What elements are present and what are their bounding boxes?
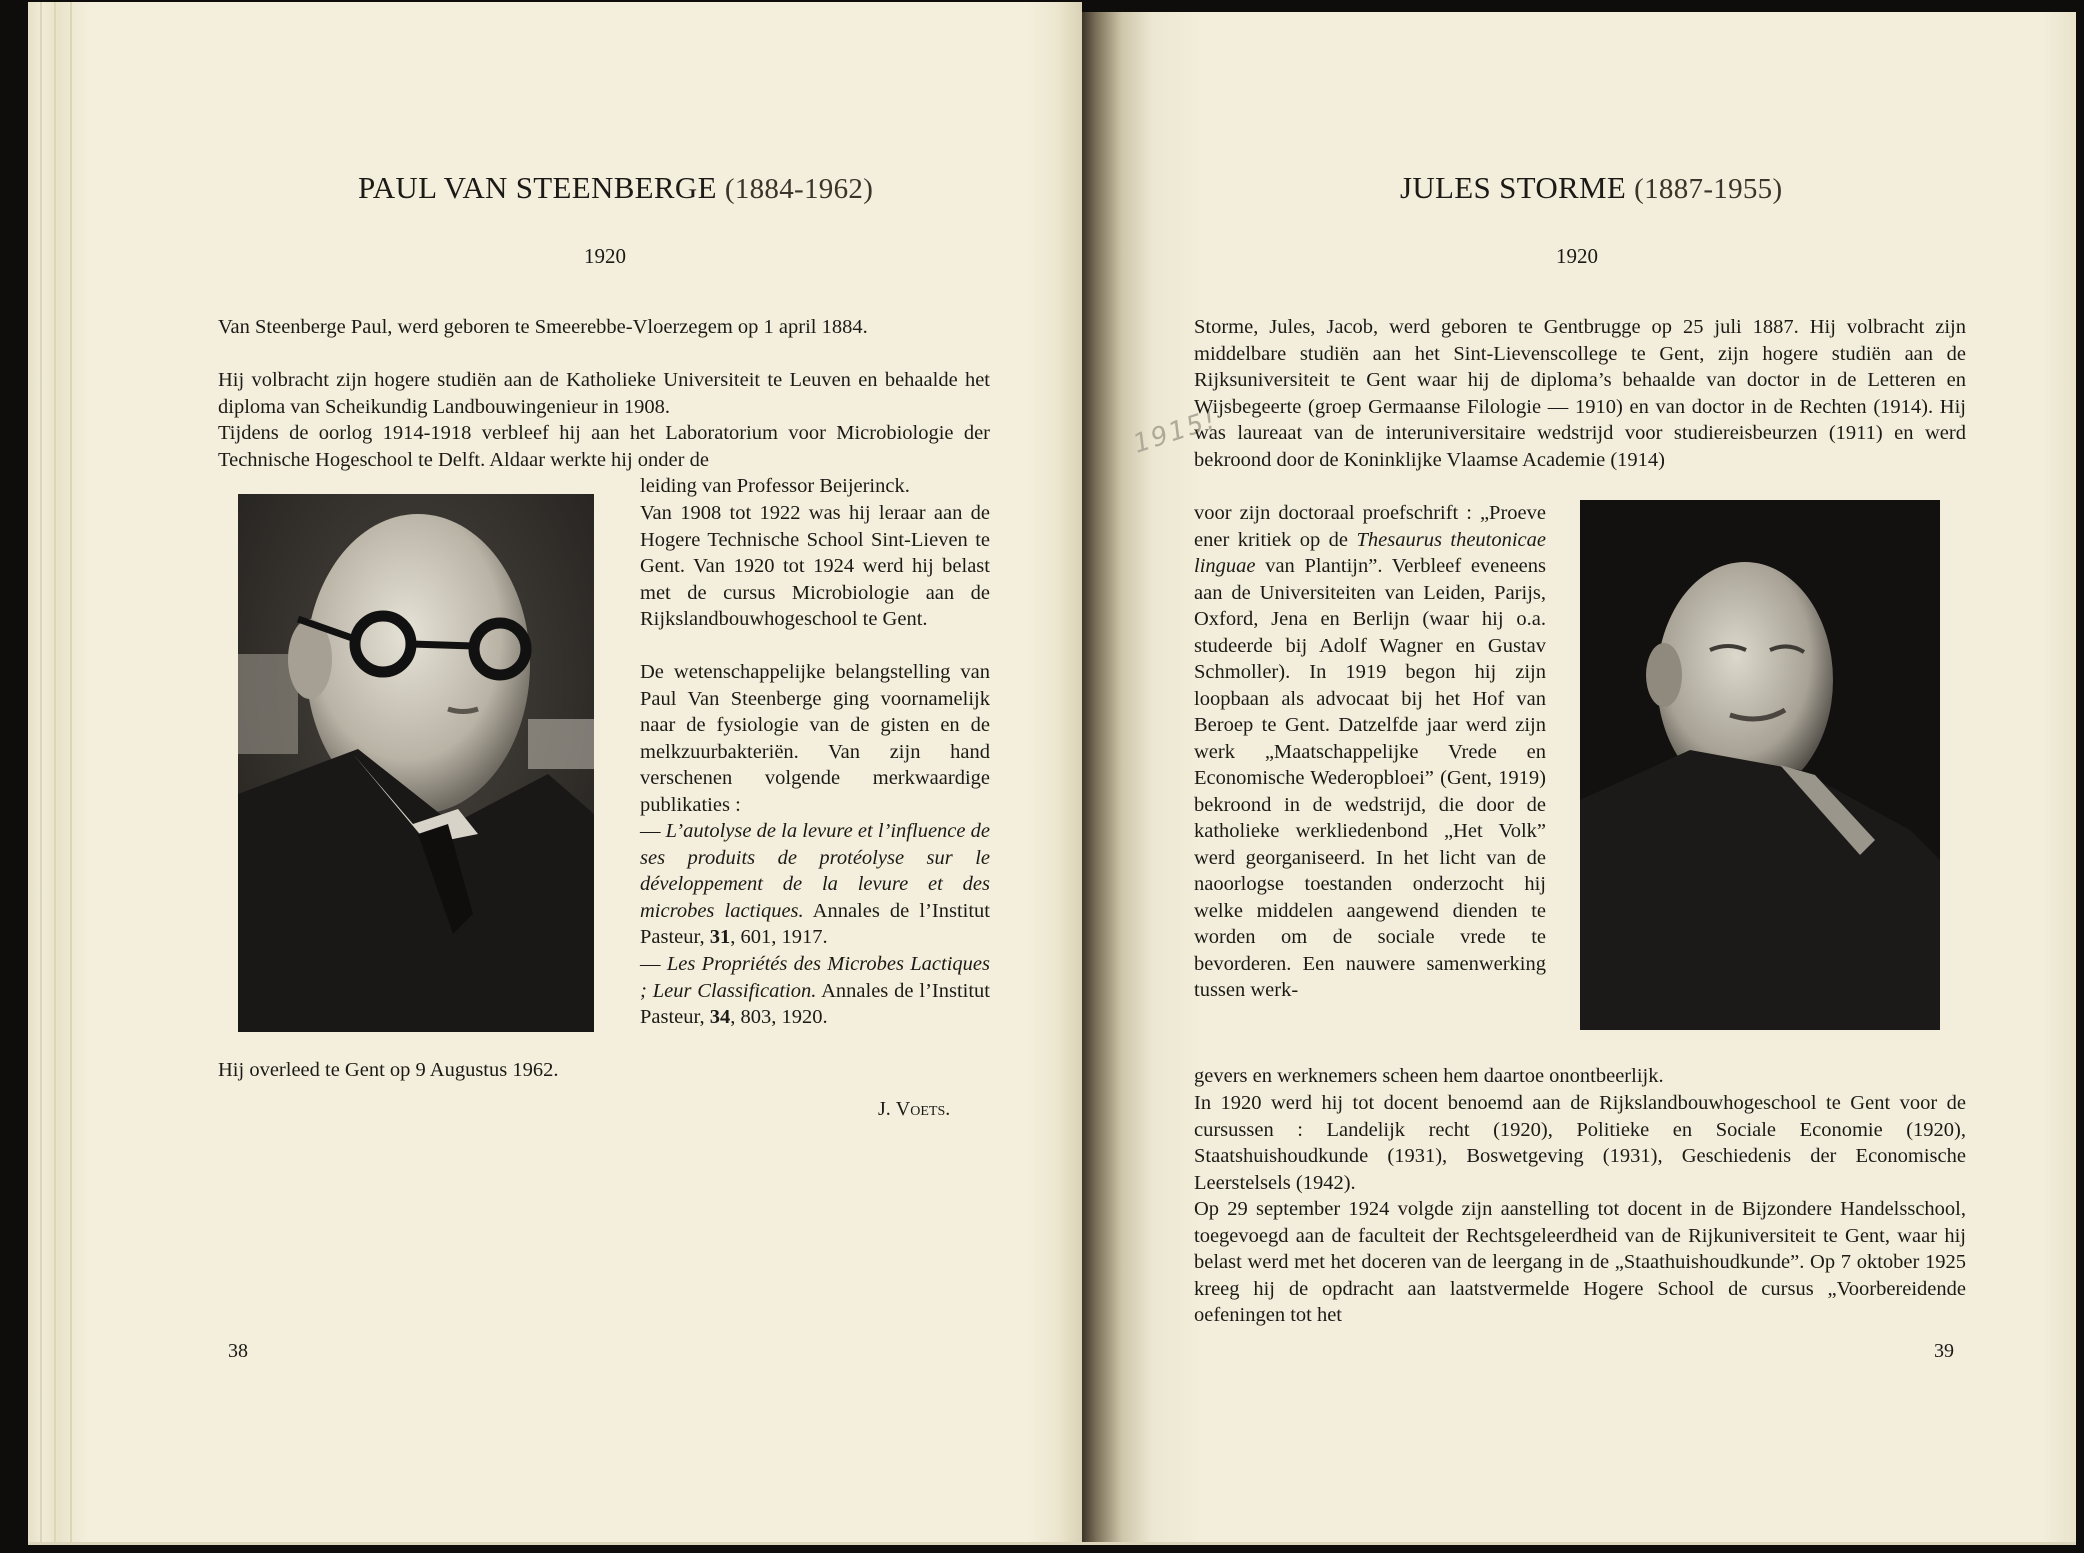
page-title [358, 170, 873, 206]
page-number-left: 38 [228, 1340, 248, 1362]
page-edge-line [54, 2, 56, 1542]
pub1-volume: 31 [709, 926, 731, 948]
page-edge-line [70, 2, 72, 1542]
signature-name: Voets. [895, 1098, 951, 1120]
death-paragraph: Hij overleed te Gent op 9 Augustus 1962. [218, 1059, 559, 1081]
publication-2 [640, 951, 990, 1031]
portrait-photo-van-steenberge [238, 494, 594, 1032]
war-paragraph: Tijdens de oorlog 1914-1918 verbleef hij aan het Laboratorium voor Microbiologie der Technische Hogeschool te Delft. Aldaar werkte hij onder de [218, 422, 990, 471]
pub2-volume: 34 [709, 1006, 731, 1028]
title-name: PAUL VAN STEENBERGE [358, 170, 717, 205]
portrait-image [1580, 500, 1940, 1030]
year-heading: 1920 [1556, 244, 1598, 268]
portrait-photo-storme [1580, 500, 1940, 1030]
column-text-b: van Plantijn”. Verbleef eveneens aan de Universiteiten van Leiden, Parijs, Oxford, Jena en Berlijn (waar hij o.a. studeerde bij Adolf Wagner en Gustav Schmoller). In 1919 begon hij zijn loopbaan als advocaat bij het Hof van Beroep te Gent. Datzelfde jaar werd zijn werk „Maatschappelijke Vrede en Economische Wederopbloei” (Gent, 1919) bekroond in de wedstrijd, die door de katholieke werkliedenbond „Het Volk” werd georganiseerd. In het licht van de naoorlogse toestanden onderzocht hij welke middelen aangewend dienden te worden om de sociale vrede te bevorderen. Een nauwere samenwerking tussen werk- [1194, 555, 1547, 1001]
pub2-title: Les Propriétés des Microbes Lactiques ; Leur Classification. [640, 953, 990, 1002]
title-years: (1884-1962) [724, 173, 874, 205]
publication-1 [640, 818, 990, 951]
pub2-dash: — [640, 953, 661, 975]
intro-paragraph: Storme, Jules, Jacob, werd geboren te Gentbrugge op 25 juli 1887. Hij volbracht zijn middelbare studiën aan het Sint-Lievenscollege te Gent, zijn hogere studiën aan de Rijksuniversiteit te Gent waar hij de diploma’s behaalde van doctor in de Letteren en Wijsbegeerte (groep Germaanse Filologie — 1910) en van doctor in de Rechten (1914). Hij was laureaat van de interuniversitaire wedstrijd voor studiereisbeurzen (1911) en werd bekroond door de Koninklijke Vlaamse Academie (1914) [1194, 316, 1966, 471]
left-page [28, 2, 1082, 1545]
pub2-journal: Annales de l’Institut Pasteur, [640, 979, 990, 1028]
interest-paragraph: De wetenschappelijke belangstelling van Paul Van Steenberge ging voornamelijk naar de fysiologie van de gisten en de melkzuurbakteriën. Van zijn hand verschenen volgende merkwaardige publikaties : [640, 661, 990, 816]
page-title [1400, 170, 1782, 206]
column-paragraph [1194, 500, 1546, 1004]
handelsschool-paragraph: Op 29 september 1924 volgde zijn aanstelling tot docent in de Bijzondere Handelsschool, toegevoegd aan de faculteit der Rechtsgeleerdheid van de Rijkuniversiteit te Gent, waar hij belast werd met het doceren van de leergang in de „Staathuishoudkunde”. Op 7 oktober 1925 kreeg hij de opdracht aan laatstvermelde Hogere School de cursus „Voorbereidende oefeningen tot het [1194, 1198, 1966, 1326]
docent-paragraph: In 1920 werd hij tot docent benoemd aan de Rijkslandbouwhogeschool te Gent voor de cursussen : Landelijk recht (1920), Politieke en Sociale Economie (1920), Staatshuishoudkunde (1931), Boswetgeving (1931), Geschiedenis der Economische Leerstelsels (1942). [1194, 1092, 1966, 1194]
page-number-right: 39 [1934, 1340, 1954, 1362]
title-name: JULES STORME [1400, 170, 1627, 205]
page-edge-line [40, 2, 42, 1542]
pub1-rest: , 601, 1917. [730, 926, 828, 948]
pub1-title: L’autolyse de la levure et l’influence de ses produits de protéolyse sur le développement de la levure et des microbes lactiques. [640, 820, 990, 922]
intro-paragraph: Van Steenberge Paul, werd geboren te Smeerebbe-Vloerzegem op 1 april 1884. [218, 316, 868, 338]
thesaurus-title: Thesaurus theutonicae linguae [1194, 528, 1547, 577]
pencil-annotation: 1915! [1129, 404, 1222, 460]
signature-initial: J. [878, 1098, 891, 1120]
column-end-paragraph: gevers en werknemers scheen hem daartoe onontbeerlijk. [1194, 1065, 1664, 1087]
author-signature [878, 1098, 950, 1121]
right-page [1082, 12, 2076, 1545]
year-heading: 1920 [584, 244, 626, 268]
studies-paragraph: Hij volbracht zijn hogere studiën aan de Katholieke Universiteit te Leuven en behaalde het diploma van Scheikundig Landbouwingenieur in 1908. [218, 369, 990, 418]
column-text-a: voor zijn doctoraal proefschrift : „Proeve ener kritiek op de [1194, 502, 1546, 551]
war-paragraph-continued: leiding van Professor Beijerinck. [640, 475, 910, 497]
career-paragraph: Van 1908 tot 1922 was hij leraar aan de Hogere Technische School Sint-Lieven te Gent. Van 1920 tot 1924 werd hij belast met de cursus Microbiologie aan de Rijkslandbouwhogeschool te Gent. [640, 502, 990, 630]
title-years: (1887-1955) [1634, 173, 1783, 205]
book-spread [28, 0, 2080, 1545]
pub1-dash: — [640, 820, 661, 842]
portrait-image [238, 494, 594, 1032]
pub1-journal: Annales de l’Institut Pasteur, [640, 899, 991, 948]
pub2-rest: , 803, 1920. [730, 1006, 828, 1028]
